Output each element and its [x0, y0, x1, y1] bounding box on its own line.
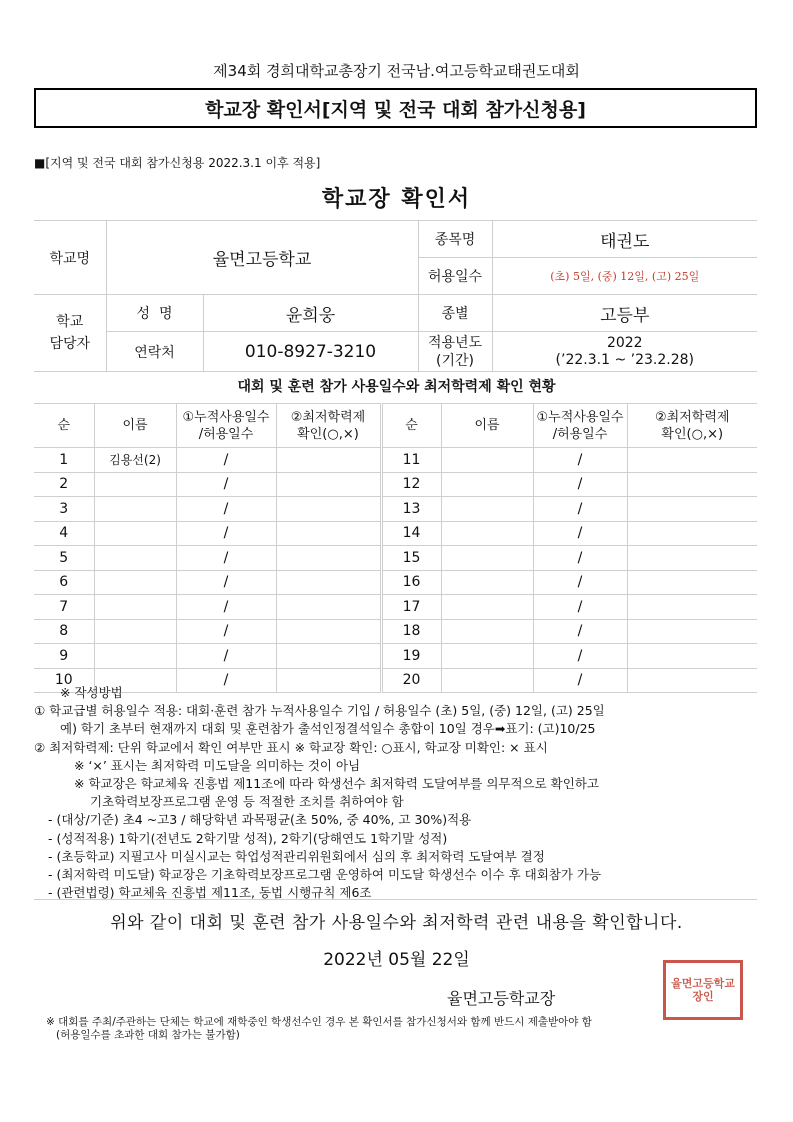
row-days: /: [176, 595, 276, 620]
table-header-row: [34, 404, 757, 448]
row-days: /: [533, 644, 627, 669]
col-academic-header: ②최저학력제 확인(○,×): [276, 404, 381, 448]
table-row: [34, 497, 757, 522]
allowed-days-label: 허용일수: [418, 258, 492, 295]
row-no: 17: [381, 595, 441, 620]
row-academic: [276, 644, 381, 669]
table-row: [34, 619, 757, 644]
row-academic: [627, 497, 757, 522]
school-info-table: [34, 220, 757, 372]
row-no: 15: [381, 546, 441, 571]
row-name: [94, 546, 176, 571]
row-days: /: [533, 668, 627, 693]
document-title: 학교장 확인서[지역 및 전국 대회 참가신청용]: [34, 88, 757, 128]
note-item-1-example: 예) 학기 초부터 현재까지 대회 및 훈련참가 출석인정결석일수 총합이 10일 경우➡표기: (고)10/25: [60, 721, 596, 737]
row-academic: [627, 570, 757, 595]
row-no: 6: [34, 570, 94, 595]
row-days: /: [176, 570, 276, 595]
footer-note: [46, 1016, 766, 1042]
note-item-2a: ※ ‘×’ 표시는 최저학력 미도달을 의미하는 것이 아님: [74, 757, 361, 773]
col-name-header: 이름: [94, 404, 176, 448]
row-days: /: [176, 668, 276, 693]
row-days: /: [533, 570, 627, 595]
sport-label: 종목명: [418, 221, 492, 258]
row-days: /: [533, 546, 627, 571]
row-days: /: [176, 472, 276, 497]
row-no: 11: [381, 448, 441, 473]
col-name-header: 이름: [441, 404, 533, 448]
row-academic: [627, 619, 757, 644]
period-range: (’22.3.1 ~ ’23.2.28): [555, 351, 694, 368]
period-value: [492, 332, 757, 372]
note-item-2b: ※ 학교장은 학교체육 진흥법 제11조에 따라 학생선수 최저학력 도달여부를 의무적으로 확인하고: [74, 776, 599, 792]
note-item-1: ① 학교급별 허용일수 적용: 대회·훈련 참가 누적사용일수 기입 / 허용일수 (초) 5일, (중) 12일, (고) 25일: [34, 703, 605, 719]
col-no-header: 순: [381, 404, 441, 448]
table-row: [34, 546, 757, 571]
row-days: /: [176, 521, 276, 546]
note-dash-4: - (최저학력 미도달) 학교장은 기초학력보장프로그램 운영하여 미도달 학생선수 이수 후 대회참가 가능: [48, 867, 602, 883]
table-row: [34, 570, 757, 595]
name-label: 성 명: [106, 295, 203, 332]
footer-line-1: ※ 대회를 주최/주관하는 단체는 학교에 재학중인 학생선수인 경우 본 확인서를 참가신청서와 함께 반드시 제출받아야 함: [46, 1016, 592, 1028]
confirmation-date: 2022년 05월 22일: [323, 950, 470, 970]
row-name: [94, 619, 176, 644]
row-no: 1: [34, 448, 94, 473]
confirmation-text: 위와 같이 대회 및 훈련 참가 사용일수와 최저학력 관련 내용을 확인합니다.: [110, 913, 683, 933]
row-academic: [627, 644, 757, 669]
note-dash-5: - (관련법령) 학교체육 진흥법 제11조, 동법 시행규칙 제6조: [48, 885, 372, 901]
category-label: 종별: [418, 295, 492, 332]
row-name: [441, 521, 533, 546]
row-days: /: [533, 619, 627, 644]
row-academic: [276, 472, 381, 497]
row-days: /: [176, 644, 276, 669]
row-name: 김용선(2): [94, 448, 176, 473]
allowed-days-value: (초) 5일, (중) 12일, (고) 25일: [492, 258, 757, 295]
row-days: /: [176, 546, 276, 571]
row-name: [441, 644, 533, 669]
notes-heading: ※ 작성방법: [60, 685, 123, 700]
row-name: [441, 448, 533, 473]
row-academic: [627, 472, 757, 497]
row-no: 9: [34, 644, 94, 669]
row-no: 12: [381, 472, 441, 497]
row-days: /: [533, 448, 627, 473]
row-academic: [627, 448, 757, 473]
row-name: [441, 497, 533, 522]
divider: [34, 899, 757, 900]
row-days: /: [533, 521, 627, 546]
row-name: [441, 472, 533, 497]
period-year: 2022: [606, 334, 643, 351]
row-name: [94, 644, 176, 669]
form-title: 학교장 확인서: [321, 187, 472, 212]
row-academic: [627, 595, 757, 620]
row-name: [94, 521, 176, 546]
row-name: [94, 570, 176, 595]
row-name: [94, 472, 176, 497]
col-days-header: ①누적사용일수 /허용일수: [176, 404, 276, 448]
table-row: [34, 644, 757, 669]
row-no: 18: [381, 619, 441, 644]
contact-label: 연락처: [106, 332, 203, 372]
row-days: /: [176, 497, 276, 522]
note-dash-2: - (성적적용) 1학기(전년도 2학기말 성적), 2학기(당해연도 1학기말 성적): [48, 830, 448, 846]
school-seal-stamp: [663, 960, 743, 1020]
signer-name: 율면고등학교장: [447, 989, 556, 1008]
manager-label: 학교 담당자: [34, 295, 106, 372]
row-academic: [276, 619, 381, 644]
note-dash-3: - (초등학교) 지필고사 미실시교는 학업성적관리위원회에서 심의 후 최저학력 도달여부 결정: [48, 848, 545, 864]
row-academic: [276, 448, 381, 473]
status-table: [34, 403, 757, 693]
sport-value: 태권도: [492, 221, 757, 258]
col-days-header: ①누적사용일수 /허용일수: [533, 404, 627, 448]
row-days: /: [176, 448, 276, 473]
name-value: 윤희웅: [203, 295, 418, 332]
row-days: /: [533, 595, 627, 620]
col-academic-header: ②최저학력제 확인(○,×): [627, 404, 757, 448]
row-days: /: [533, 472, 627, 497]
status-title: 대회 및 훈련 참가 사용일수와 최저학력제 확인 현황: [237, 379, 556, 395]
category-value: 고등부: [492, 295, 757, 332]
note-dash-1: - (대상/기준) 초4 ~고3 / 해당학년 과목평균(초 50%, 중 40%, 고 30%)적용: [48, 812, 472, 828]
row-name: [441, 619, 533, 644]
row-no: 8: [34, 619, 94, 644]
table-row: [34, 448, 757, 473]
table-row: [34, 472, 757, 497]
row-no: 14: [381, 521, 441, 546]
row-name: [441, 546, 533, 571]
row-name: [441, 570, 533, 595]
period-label: 적용년도 (기간): [418, 332, 492, 372]
row-academic: [276, 497, 381, 522]
table-row: [34, 595, 757, 620]
row-no: 13: [381, 497, 441, 522]
row-academic: [627, 521, 757, 546]
row-academic: [276, 546, 381, 571]
row-no: 10: [34, 668, 94, 693]
row-name: [441, 595, 533, 620]
row-days: /: [176, 619, 276, 644]
row-no: 19: [381, 644, 441, 669]
contact-value: 010-8927-3210: [203, 332, 418, 372]
row-name: [94, 595, 176, 620]
row-academic: [627, 546, 757, 571]
row-no: 7: [34, 595, 94, 620]
row-no: 20: [381, 668, 441, 693]
school-value: 율면고등학교: [106, 221, 418, 295]
apply-note: ■[지역 및 전국 대회 참가신청용 2022.3.1 이후 적용]: [34, 156, 321, 170]
note-item-2: ② 최저학력제: 단위 학교에서 확인 여부만 표시 ※ 학교장 확인: ○표시, 학교장 미확인: × 표시: [34, 739, 548, 755]
row-days: /: [533, 497, 627, 522]
footer-line-2: (허용일수를 초과한 대회 참가는 불가함): [56, 1029, 240, 1041]
row-name: [94, 497, 176, 522]
row-academic: [276, 595, 381, 620]
row-no: 3: [34, 497, 94, 522]
table-row: [34, 521, 757, 546]
row-no: 4: [34, 521, 94, 546]
row-no: 2: [34, 472, 94, 497]
note-item-2b-cont: 기초학력보장프로그램 운영 등 적절한 조치를 취하여야 함: [90, 794, 404, 810]
row-academic: [276, 521, 381, 546]
competition-title: 제34회 경희대학교총장기 전국남.여고등학교태권도대회: [213, 62, 580, 80]
seal-text: 율면고등학교장인: [671, 977, 735, 1003]
col-no-header: 순: [34, 404, 94, 448]
row-no: 16: [381, 570, 441, 595]
row-academic: [276, 570, 381, 595]
writing-notes: [34, 684, 764, 902]
row-no: 5: [34, 546, 94, 571]
school-label: 학교명: [34, 221, 106, 295]
